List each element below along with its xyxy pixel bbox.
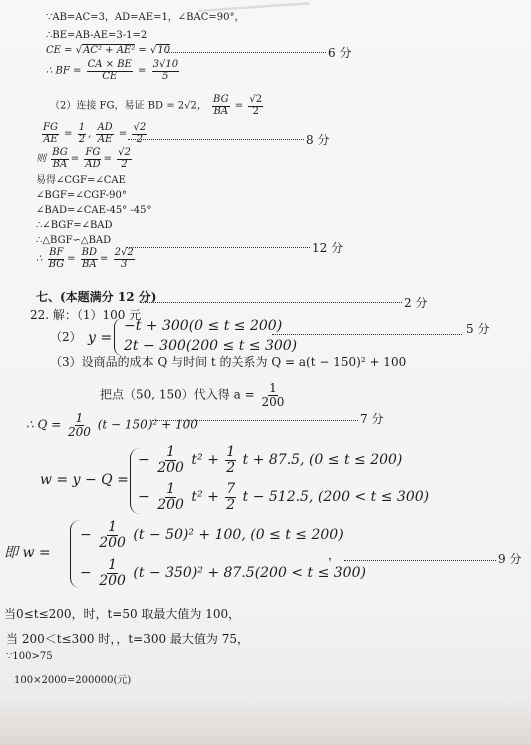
p3-line: （3）设商品的成本 Q 与时间 t 的关系为 Q = a(t − 150)² + 100	[50, 355, 407, 369]
final-ratio-line: ∴ $\frac{BF}{BG}$ = $\frac{BD}{BA}$ = $\frac{2√2}{3}$	[36, 247, 134, 270]
similar-line: ∴△BGF∽△BAD	[36, 235, 112, 246]
ji-w-eq: 即 w =	[4, 545, 51, 561]
q-line: ∴ Q = $\frac{1}{200}$ (t − 150)² + 100	[26, 411, 198, 439]
score-9: 9 分	[498, 552, 522, 566]
score-5: 5 分	[466, 322, 490, 336]
bgf-bad-line: ∴∠BGF=∠BAD	[36, 220, 113, 231]
dotted-leader	[272, 334, 462, 335]
dotted-leader	[344, 560, 496, 561]
section-header: 七、(本题满分 12 分)	[36, 290, 157, 304]
cgf-line: 易得∠CGF=∠CAE	[36, 175, 126, 186]
substitute-line: 把点（50, 150）代入得 a = $\frac{1}{200}$	[100, 381, 285, 409]
page-fold-shadow	[0, 700, 531, 745]
conclusion-4: 100×2000=200000(元)	[14, 675, 132, 686]
problem-22: 22. 解：（1）100 元	[30, 308, 142, 322]
y-piece-1: −t + 300(0 ≤ t ≤ 200)	[124, 318, 283, 334]
bf-line: ∴ BF = $\frac{CA \times BE}{CE}$ = $\frac{3√10}{5}$	[46, 59, 179, 82]
dotted-leader	[128, 139, 304, 140]
bad-line: ∠BAD=∠CAE-45° -45°	[36, 205, 152, 216]
dotted-leader	[140, 302, 402, 303]
w-eq: w = y − Q =	[40, 472, 129, 488]
brace	[114, 318, 123, 356]
ji-piece-2: − $\frac{1}{200}$ (t − 350)² + 87.5(200 < t ≤ 300)	[80, 557, 366, 589]
ratio-line: $\frac{FG}{AE}$ = $\frac{1}{2}$ , $\frac{AD}{AE}$ = $\frac{√2}{2}$	[43, 122, 147, 145]
score-6: 6 分	[328, 46, 352, 60]
ce-line: CE = √AC² + AE² = √10	[46, 45, 171, 56]
dotted-leader	[152, 420, 358, 421]
ji-piece-1: − $\frac{1}{200}$ (t − 50)² + 100, (0 ≤ t ≤ 200)	[80, 519, 344, 551]
p2-label: （2）	[50, 330, 82, 344]
conclusion-2: 当 200＜t≤300 时，，t=300 最大值为 75，	[6, 632, 249, 646]
comma: ，	[328, 548, 341, 562]
given-line: ∵AB=AC=3，AD=AE=1，∠BAC=90°，	[46, 12, 245, 23]
be-line: ∴BE=AB-AE=3-1=2	[46, 30, 148, 41]
therefore-ratio-line: 则 $\frac{BG}{BA}$ = $\frac{FG}{AD}$ = $\frac{√2}{2}$	[36, 147, 131, 170]
conclusion-1: 当0≤t≤200，时，t=50 取最大值为 100，	[4, 607, 241, 621]
part2-line: （2）连接 FG，易证 BD = 2√2， $\frac{BG}{BA}$ = $\frac{√2}{2}$	[50, 94, 263, 117]
score-7: 7 分	[360, 412, 384, 426]
score-8: 8 分	[306, 133, 330, 147]
score-12: 12 分	[312, 241, 344, 255]
dotted-leader	[166, 52, 326, 53]
conclusion-3: ∵100>75	[6, 651, 53, 662]
y-piece-2: 2t − 300(200 ≤ t ≤ 300)	[124, 338, 298, 354]
w-piece-2: − $\frac{1}{200}$ t² + $\frac{7}{2}$ t − 512.5, (200 < t ≤ 300)	[138, 481, 430, 513]
bleed-through-text: ▔▔▔▔▔▔▔▔▔	[198, 2, 311, 29]
score-2: 2 分	[404, 296, 428, 310]
w-piece-1: − $\frac{1}{200}$ t² + $\frac{1}{2}$ t + 87.5, (0 ≤ t ≤ 200)	[138, 444, 403, 476]
y-eq: y =	[88, 330, 113, 346]
bgf-line: ∠BGF=∠CGF-90°	[36, 190, 127, 201]
dotted-leader	[126, 247, 310, 248]
